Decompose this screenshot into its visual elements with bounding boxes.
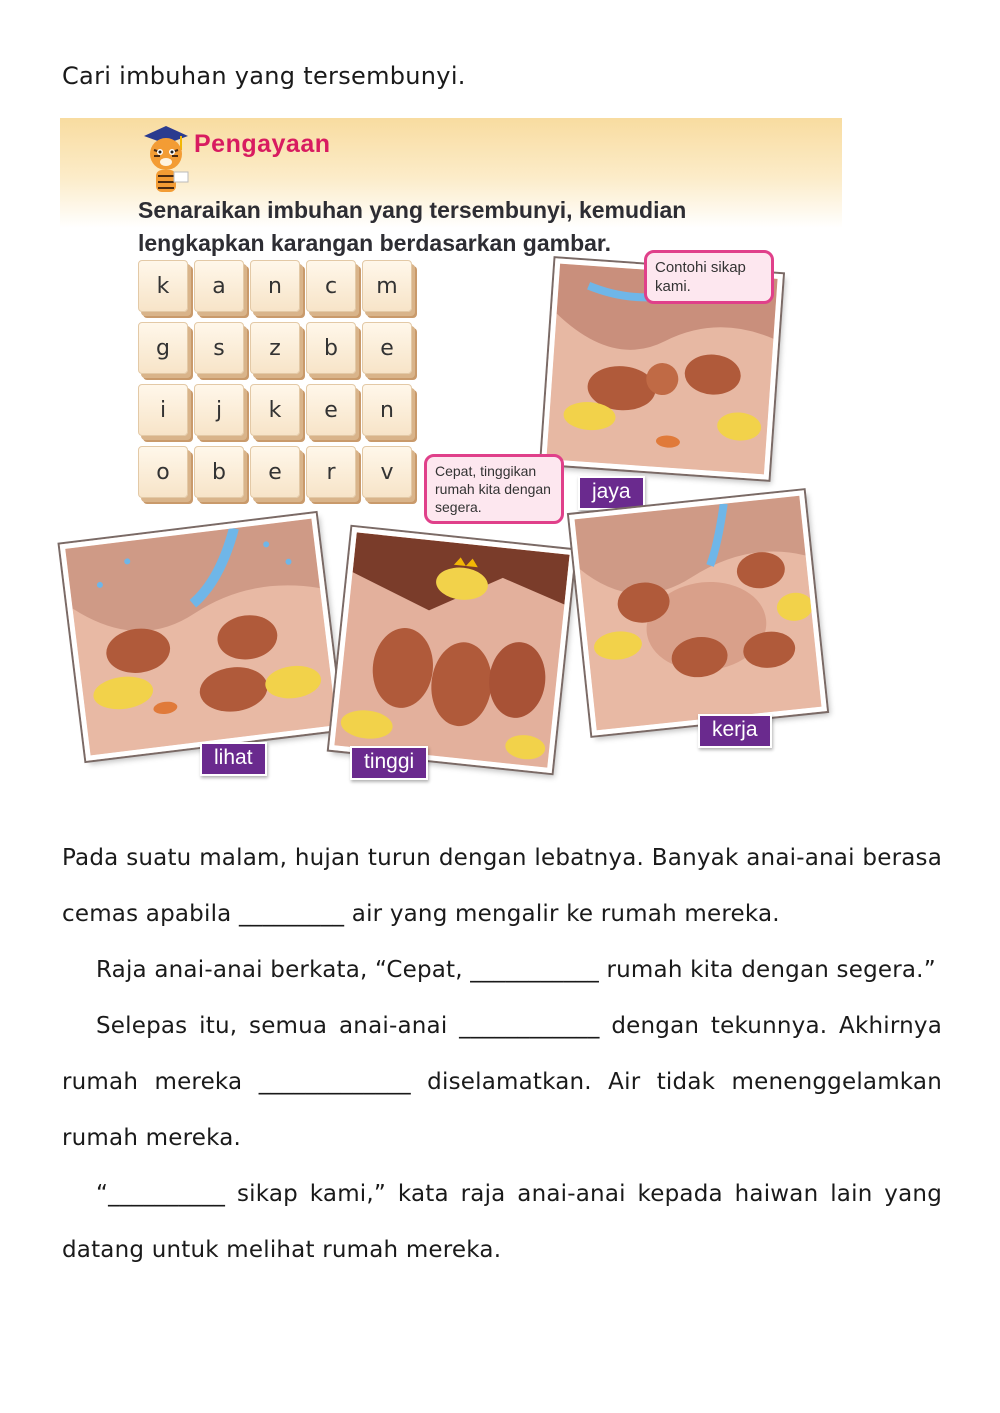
- letter-tile: m: [362, 260, 412, 312]
- letter-tile: e: [250, 446, 300, 498]
- caption-lihat: lihat: [200, 742, 267, 776]
- letter-tile: n: [362, 384, 412, 436]
- letter-tile: i: [138, 384, 188, 436]
- termites-working-illustration: [575, 496, 822, 730]
- story-text: [62, 830, 942, 1278]
- letter-tile: k: [250, 384, 300, 436]
- caption-tinggi: tinggi: [350, 746, 428, 780]
- speech-bubble-tinggi: Cepat, tinggikan rumah kita dengan segera.: [424, 454, 564, 524]
- letter-tile: v: [362, 446, 412, 498]
- termite-king-illustration: [334, 532, 569, 767]
- letter-tile: n: [250, 260, 300, 312]
- letter-tile: j: [194, 384, 244, 436]
- letter-tile: g: [138, 322, 188, 374]
- letter-tile: e: [362, 322, 412, 374]
- letter-tile: r: [306, 446, 356, 498]
- tiger-mascot-icon: [138, 122, 194, 200]
- caption-jaya: jaya: [578, 476, 645, 510]
- picture-tinggi: [329, 527, 575, 773]
- story-paragraph-1: Pada suatu malam, hujan turun dengan lebatnya. Banyak anai-anai berasa cemas apabila _________ air yang mengalir ke rumah mereka.: [62, 845, 942, 927]
- letter-tile: s: [194, 322, 244, 374]
- story-paragraph-2: Raja anai-anai berkata, “Cepat, ___________ rumah kita dengan segera.”: [96, 957, 936, 983]
- letter-tile: b: [194, 446, 244, 498]
- panel-instruction-line-2: lengkapkan karangan berdasarkan gambar.: [138, 230, 611, 256]
- picture-lihat: [60, 513, 343, 761]
- caption-kerja: kerja: [698, 714, 772, 748]
- letter-tile: c: [306, 260, 356, 312]
- enrichment-panel: [60, 118, 842, 788]
- letter-tile: z: [250, 322, 300, 374]
- letter-tile: e: [306, 384, 356, 436]
- letter-tile: k: [138, 260, 188, 312]
- story-paragraph-4: “__________ sikap kami,” kata raja anai-anai kepada haiwan lain yang datang untuk melihat rumah mereka.: [62, 1181, 942, 1263]
- panel-instruction-line-1: Senaraikan imbuhan yang tersembunyi, kemudian: [138, 197, 687, 223]
- speech-bubble-jaya: Contohi sikap kami.: [644, 250, 774, 304]
- panel-title: Pengayaan: [194, 130, 331, 158]
- letter-tile: b: [306, 322, 356, 374]
- story-paragraph-3: Selepas itu, semua anai-anai ____________ dengan tekunnya. Akhirnya rumah mereka _____________ diselamatkan. Air tidak menenggelamkan rumah mereka.: [62, 1013, 942, 1151]
- termites-rain-illustration: [65, 519, 337, 756]
- letter-tile: a: [194, 260, 244, 312]
- letter-tile: o: [138, 446, 188, 498]
- letter-grid: [138, 260, 412, 498]
- picture-kerja: [569, 490, 827, 735]
- worksheet-instruction: Cari imbuhan yang tersembunyi.: [62, 62, 466, 90]
